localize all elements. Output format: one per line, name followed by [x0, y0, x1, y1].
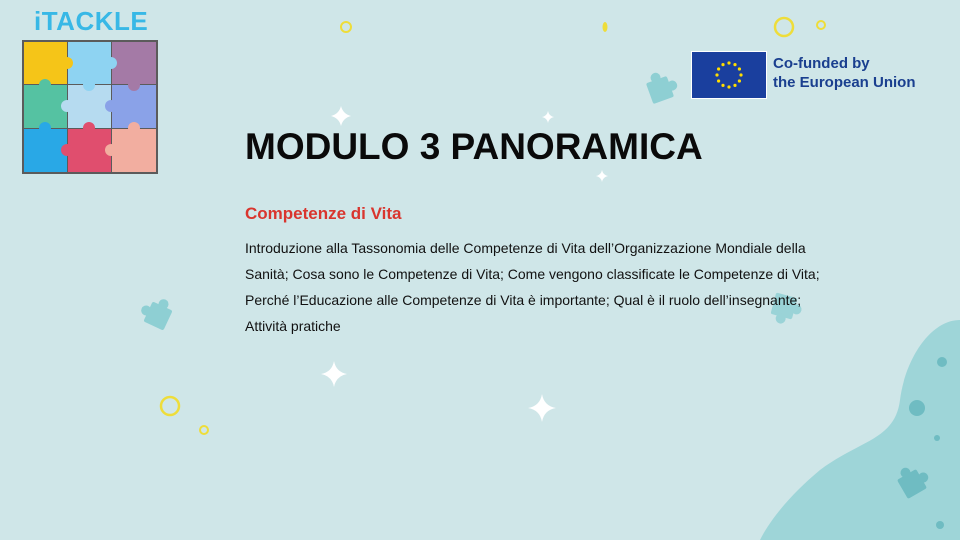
- ring-icon: [200, 426, 208, 434]
- eu-flag-icon: [691, 51, 767, 99]
- puzzle-logo-icon: [22, 40, 158, 174]
- blob-shape: [760, 320, 960, 540]
- ring-icon: [603, 22, 608, 32]
- sparkle-icon: [542, 111, 554, 123]
- blob-dot: [936, 521, 944, 529]
- sparkle-icon: [331, 106, 351, 126]
- puzzle-piece-icon: [137, 292, 176, 331]
- eu-label-line1: Co-funded by: [773, 55, 870, 72]
- puzzle-piece-icon: [644, 67, 681, 104]
- blob-dot: [937, 357, 947, 367]
- blob-dot: [909, 400, 925, 416]
- eu-label-line2: the European Union: [773, 74, 916, 91]
- slide-subtitle: Competenze di Vita: [245, 204, 402, 223]
- sparkle-icon: [528, 394, 556, 422]
- ring-icon: [775, 18, 793, 36]
- ring-icon: [817, 21, 825, 29]
- eu-cofunded-label: [773, 54, 916, 92]
- ring-icon: [341, 22, 351, 32]
- slide-body-text: Introduzione alla Tassonomia delle Competenze di Vita dell’Organizzazione Mondiale della Sanità; Cosa sono le Competenze di Vita; Come vengono classificate le Competenze di Vita; Perché l’Educazione alle Competenze di Vita è importante; Qual è il ruolo dell’insegnante; Attività pratiche: [245, 240, 820, 334]
- slide-title: MODULO 3 PANORAMICA: [245, 126, 703, 167]
- logo-text: iTACKLE: [34, 6, 149, 36]
- sparkle-icon: [321, 361, 347, 387]
- ring-icon: [161, 397, 179, 415]
- blob-dot: [934, 435, 940, 441]
- sparkle-icon: [596, 170, 608, 182]
